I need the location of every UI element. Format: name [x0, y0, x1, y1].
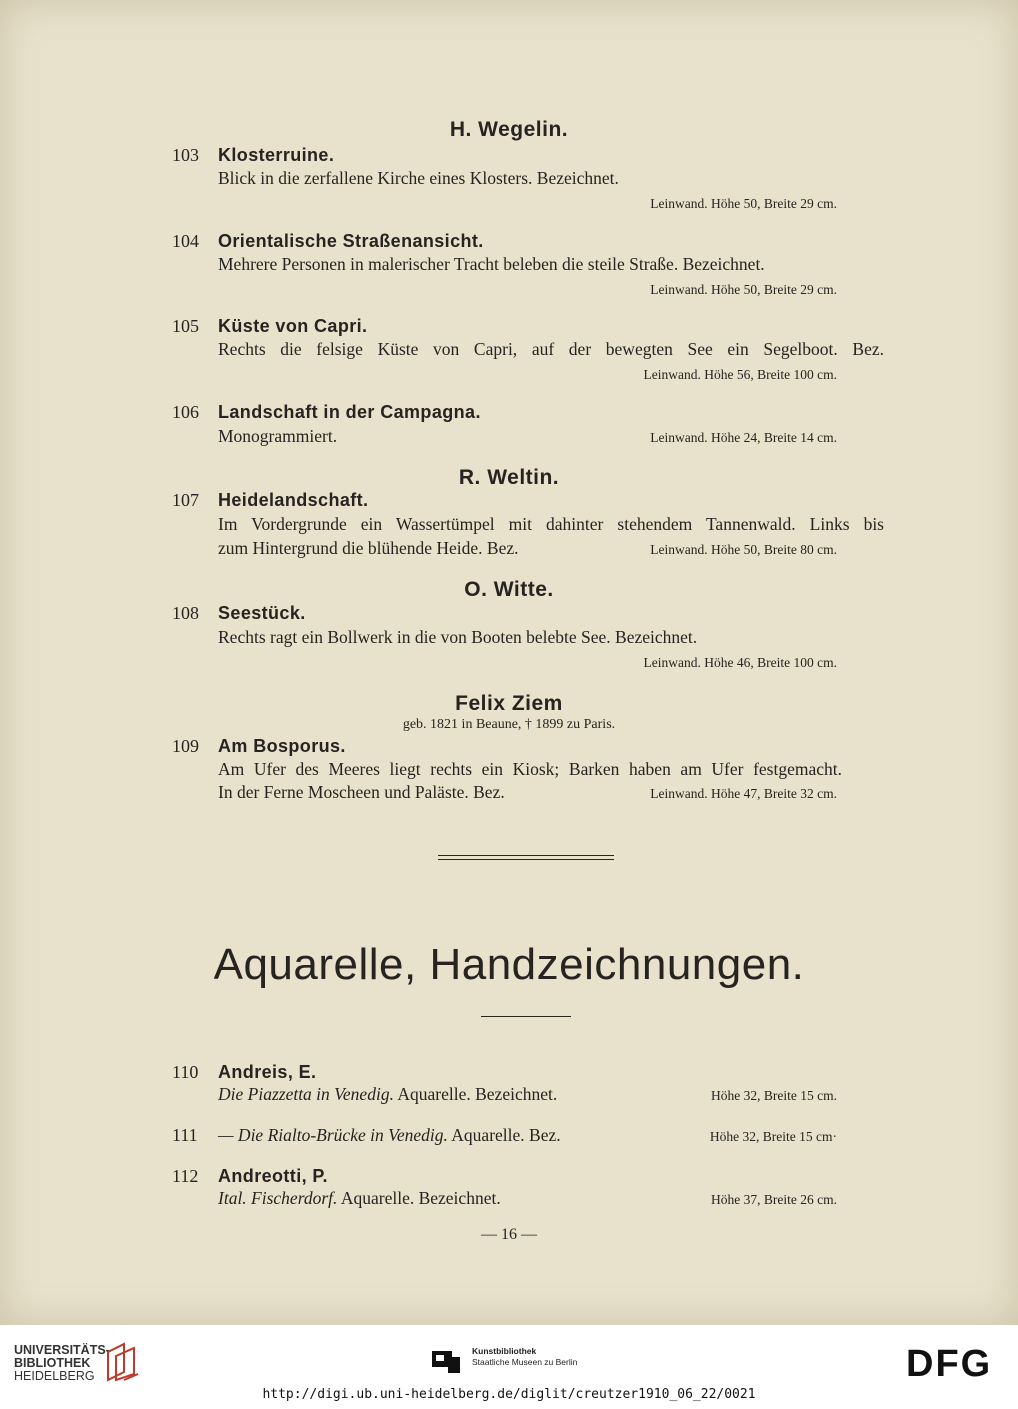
- entry-description: Am Ufer des Meeres liegt rechts ein Kiosk; Barken haben am Ufer festgemacht.: [218, 759, 842, 779]
- permalink[interactable]: http://digi.ub.uni-heidelberg.de/diglit/creutzer1910_06_22/0021: [262, 1387, 756, 1402]
- footer: [0, 1325, 1018, 1409]
- artist-heading: O. Witte.: [464, 578, 554, 601]
- section-divider: [438, 859, 614, 860]
- entry-description: Rechts die felsige Küste von Capri, auf der bewegten See ein Segelboot. Bez.: [218, 339, 884, 359]
- entry-number: 103: [172, 145, 199, 165]
- entry-description-continued: In der Ferne Moscheen und Paläste. Bez.: [218, 782, 505, 802]
- artist-heading: Felix Ziem: [455, 692, 563, 715]
- entry-title: Orientalische Straßenansicht.: [218, 231, 484, 251]
- work-note: Aquarelle. Bezeichnet.: [340, 1188, 501, 1208]
- entry-dimensions: Höhe 37, Breite 26 cm.: [711, 1192, 837, 1207]
- entry-description: [218, 1125, 561, 1146]
- entry-title: Am Bosporus.: [218, 736, 346, 756]
- entry-description: Im Vordergrunde ein Wassertümpel mit dahinter stehendem Tannenwald. Links bis: [218, 514, 884, 534]
- section-divider: [438, 855, 614, 856]
- entry-description: Mehrere Personen in malerischer Tracht beleben die steile Straße. Bezeichnet.: [218, 254, 765, 274]
- entry-description: Monogrammiert.: [218, 426, 338, 446]
- entry-dimensions: Höhe 32, Breite 15 cm·: [709, 1129, 837, 1144]
- library-line-1: UNIVERSITÄTS-: [14, 1343, 110, 1357]
- entry-description: [218, 1084, 557, 1105]
- entry-number: 112: [172, 1166, 199, 1186]
- entry-artist: Andreis, E.: [218, 1062, 317, 1082]
- entry-medium: Leinwand. Höhe 24, Breite 14 cm.: [650, 430, 837, 445]
- kunstbibliothek-name: [472, 1346, 577, 1368]
- artist-heading: H. Wegelin.: [449, 118, 569, 141]
- entry-dimensions: Höhe 32, Breite 15 cm.: [711, 1088, 837, 1103]
- entry-medium: Leinwand. Höhe 50, Breite 80 cm.: [650, 542, 837, 557]
- entry-number: 104: [172, 231, 199, 251]
- artist-bio: geb. 1821 in Beaune, † 1899 zu Paris.: [402, 717, 616, 732]
- work-title: Ital. Fischerdorf.: [218, 1188, 338, 1208]
- university-library-name: [14, 1344, 110, 1383]
- kb-line-2: Staatliche Museen zu Berlin: [472, 1357, 578, 1367]
- dfg-logo: DFG: [906, 1343, 993, 1385]
- entry-title: Heidelandschaft.: [218, 490, 369, 510]
- entry-medium: Leinwand. Höhe 50, Breite 29 cm.: [650, 196, 837, 211]
- library-line-2: BIBLIOTHEK: [14, 1356, 91, 1370]
- heading-underline: [481, 1016, 571, 1017]
- entry-medium: Leinwand. Höhe 56, Breite 100 cm.: [643, 367, 837, 382]
- work-title: — Die Rialto-Brücke in Venedig.: [218, 1125, 448, 1145]
- entry-title: Landschaft in der Campagna.: [218, 402, 481, 422]
- entry-title: Klosterruine.: [218, 145, 335, 165]
- section-heading: Aquarelle, Handzeichnungen.: [213, 940, 805, 989]
- kb-line-1: Kunstbibliothek: [472, 1346, 537, 1356]
- entry-title: Küste von Capri.: [218, 316, 368, 336]
- work-note: Aquarelle. Bezeichnet.: [397, 1084, 558, 1104]
- library-line-3: HEIDELBERG: [14, 1369, 95, 1383]
- university-library-logo-icon: [104, 1340, 140, 1382]
- entry-artist: Andreotti, P.: [218, 1166, 328, 1186]
- entry-description: [218, 1188, 501, 1209]
- entry-medium: Leinwand. Höhe 46, Breite 100 cm.: [643, 655, 837, 670]
- entry-description: Rechts ragt ein Bollwerk in die von Booten belebte See. Bezeichnet.: [218, 627, 698, 647]
- artist-heading: R. Weltin.: [458, 466, 560, 489]
- entry-medium: Leinwand. Höhe 50, Breite 29 cm.: [650, 282, 837, 297]
- entry-number: 111: [172, 1125, 198, 1145]
- entry-description: Blick in die zerfallene Kirche eines Klosters. Bezeichnet.: [218, 168, 619, 188]
- kunstbibliothek-logo-icon: [432, 1347, 462, 1373]
- entry-number: 107: [172, 490, 199, 510]
- work-title: Die Piazzetta in Venedig.: [218, 1084, 394, 1104]
- entry-number: 108: [172, 603, 199, 623]
- work-note: Aquarelle. Bez.: [451, 1125, 561, 1145]
- entry-number: 106: [172, 402, 199, 422]
- entry-number: 110: [172, 1062, 199, 1082]
- entry-number: 109: [172, 736, 199, 756]
- entry-title: Seestück.: [218, 603, 306, 623]
- entry-number: 105: [172, 316, 199, 336]
- page-number: — 16 —: [481, 1226, 537, 1243]
- entry-description-continued: zum Hintergrund die blühende Heide. Bez.: [218, 538, 519, 558]
- entry-medium: Leinwand. Höhe 47, Breite 32 cm.: [650, 786, 837, 801]
